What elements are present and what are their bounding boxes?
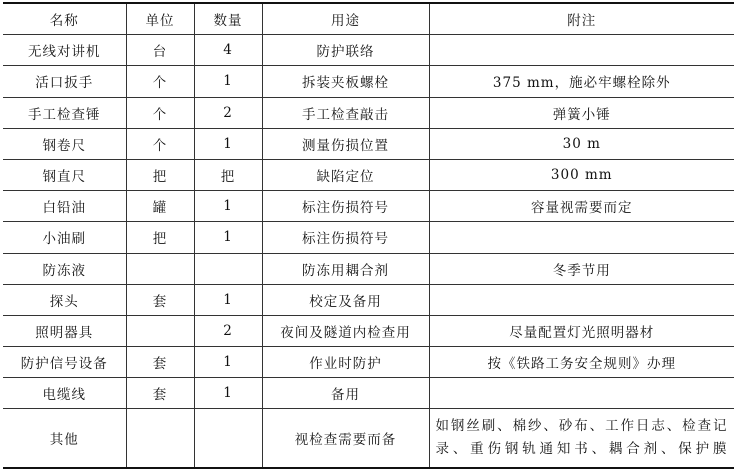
cell-quantity [194,409,262,469]
header-unit: 单位 [126,3,194,35]
equipment-table [3,2,734,469]
cell-note: 弹簧小锤 [429,97,734,128]
table-row [3,191,734,222]
cell-note [429,284,734,315]
table-row [3,66,734,97]
cell-use: 备用 [262,378,429,409]
cell-note: 如钢丝刷、棉纱、砂布、工作日志、检查记录、重伤钢轨通知书、耦合剂、保护膜 [429,409,734,469]
cell-quantity: 1 [194,128,262,159]
cell-use: 夜间及隧道内检查用 [262,315,429,346]
table-row [3,128,734,159]
header-quantity: 数量 [194,3,262,35]
cell-unit [126,253,194,284]
cell-note [429,378,734,409]
cell-note [429,35,734,66]
cell-name: 防护信号设备 [3,347,126,378]
cell-name: 白铅油 [3,191,126,222]
cell-note: 30 m [429,128,734,159]
table-row [3,284,734,315]
cell-unit: 套 [126,284,194,315]
cell-quantity: 1 [194,347,262,378]
cell-quantity: 2 [194,315,262,346]
table-row [3,35,734,66]
cell-name: 活口扳手 [3,66,126,97]
cell-use: 标注伤损符号 [262,222,429,253]
cell-use: 手工检查敲击 [262,97,429,128]
table-row [3,409,734,469]
cell-name: 防冻液 [3,253,126,284]
cell-note: 按《铁路工务安全规则》办理 [429,347,734,378]
header-note: 附注 [429,3,734,35]
cell-name: 其他 [3,409,126,469]
table-row [3,222,734,253]
cell-use: 防护联络 [262,35,429,66]
cell-quantity: 4 [194,35,262,66]
table-row [3,315,734,346]
cell-unit: 把 [126,159,194,190]
cell-name: 电缆线 [3,378,126,409]
cell-unit: 台 [126,35,194,66]
cell-quantity: 1 [194,66,262,97]
cell-quantity: 1 [194,378,262,409]
cell-quantity: 1 [194,222,262,253]
cell-unit: 套 [126,347,194,378]
cell-use: 校定及备用 [262,284,429,315]
cell-quantity: 把 [194,159,262,190]
cell-name: 手工检查锤 [3,97,126,128]
table-row [3,253,734,284]
cell-unit: 罐 [126,191,194,222]
cell-name: 钢卷尺 [3,128,126,159]
header-row [3,3,734,35]
cell-note: 300 mm [429,159,734,190]
cell-use: 作业时防护 [262,347,429,378]
cell-unit: 个 [126,66,194,97]
cell-unit: 把 [126,222,194,253]
cell-name: 钢直尺 [3,159,126,190]
cell-quantity: 1 [194,284,262,315]
cell-note: 尽量配置灯光照明器材 [429,315,734,346]
cell-quantity: 2 [194,97,262,128]
cell-unit [126,315,194,346]
table-row [3,97,734,128]
table-row [3,378,734,409]
cell-name: 无线对讲机 [3,35,126,66]
cell-quantity: 1 [194,191,262,222]
cell-name: 照明器具 [3,315,126,346]
header-name: 名称 [3,3,126,35]
cell-use: 测量伤损位置 [262,128,429,159]
cell-unit: 套 [126,378,194,409]
cell-use: 缺陷定位 [262,159,429,190]
cell-quantity [194,253,262,284]
header-use: 用途 [262,3,429,35]
cell-name: 探头 [3,284,126,315]
cell-note: 375 mm，施必牢螺栓除外 [429,66,734,97]
cell-note [429,222,734,253]
cell-name: 小油刷 [3,222,126,253]
cell-note: 冬季节用 [429,253,734,284]
cell-note: 容量视需要而定 [429,191,734,222]
table-row [3,347,734,378]
cell-use: 视检查需要而备 [262,409,429,469]
cell-use: 标注伤损符号 [262,191,429,222]
cell-use: 防冻用耦合剂 [262,253,429,284]
cell-use: 拆装夹板螺栓 [262,66,429,97]
cell-unit: 个 [126,97,194,128]
cell-unit [126,409,194,469]
table-row [3,159,734,190]
cell-unit: 个 [126,128,194,159]
